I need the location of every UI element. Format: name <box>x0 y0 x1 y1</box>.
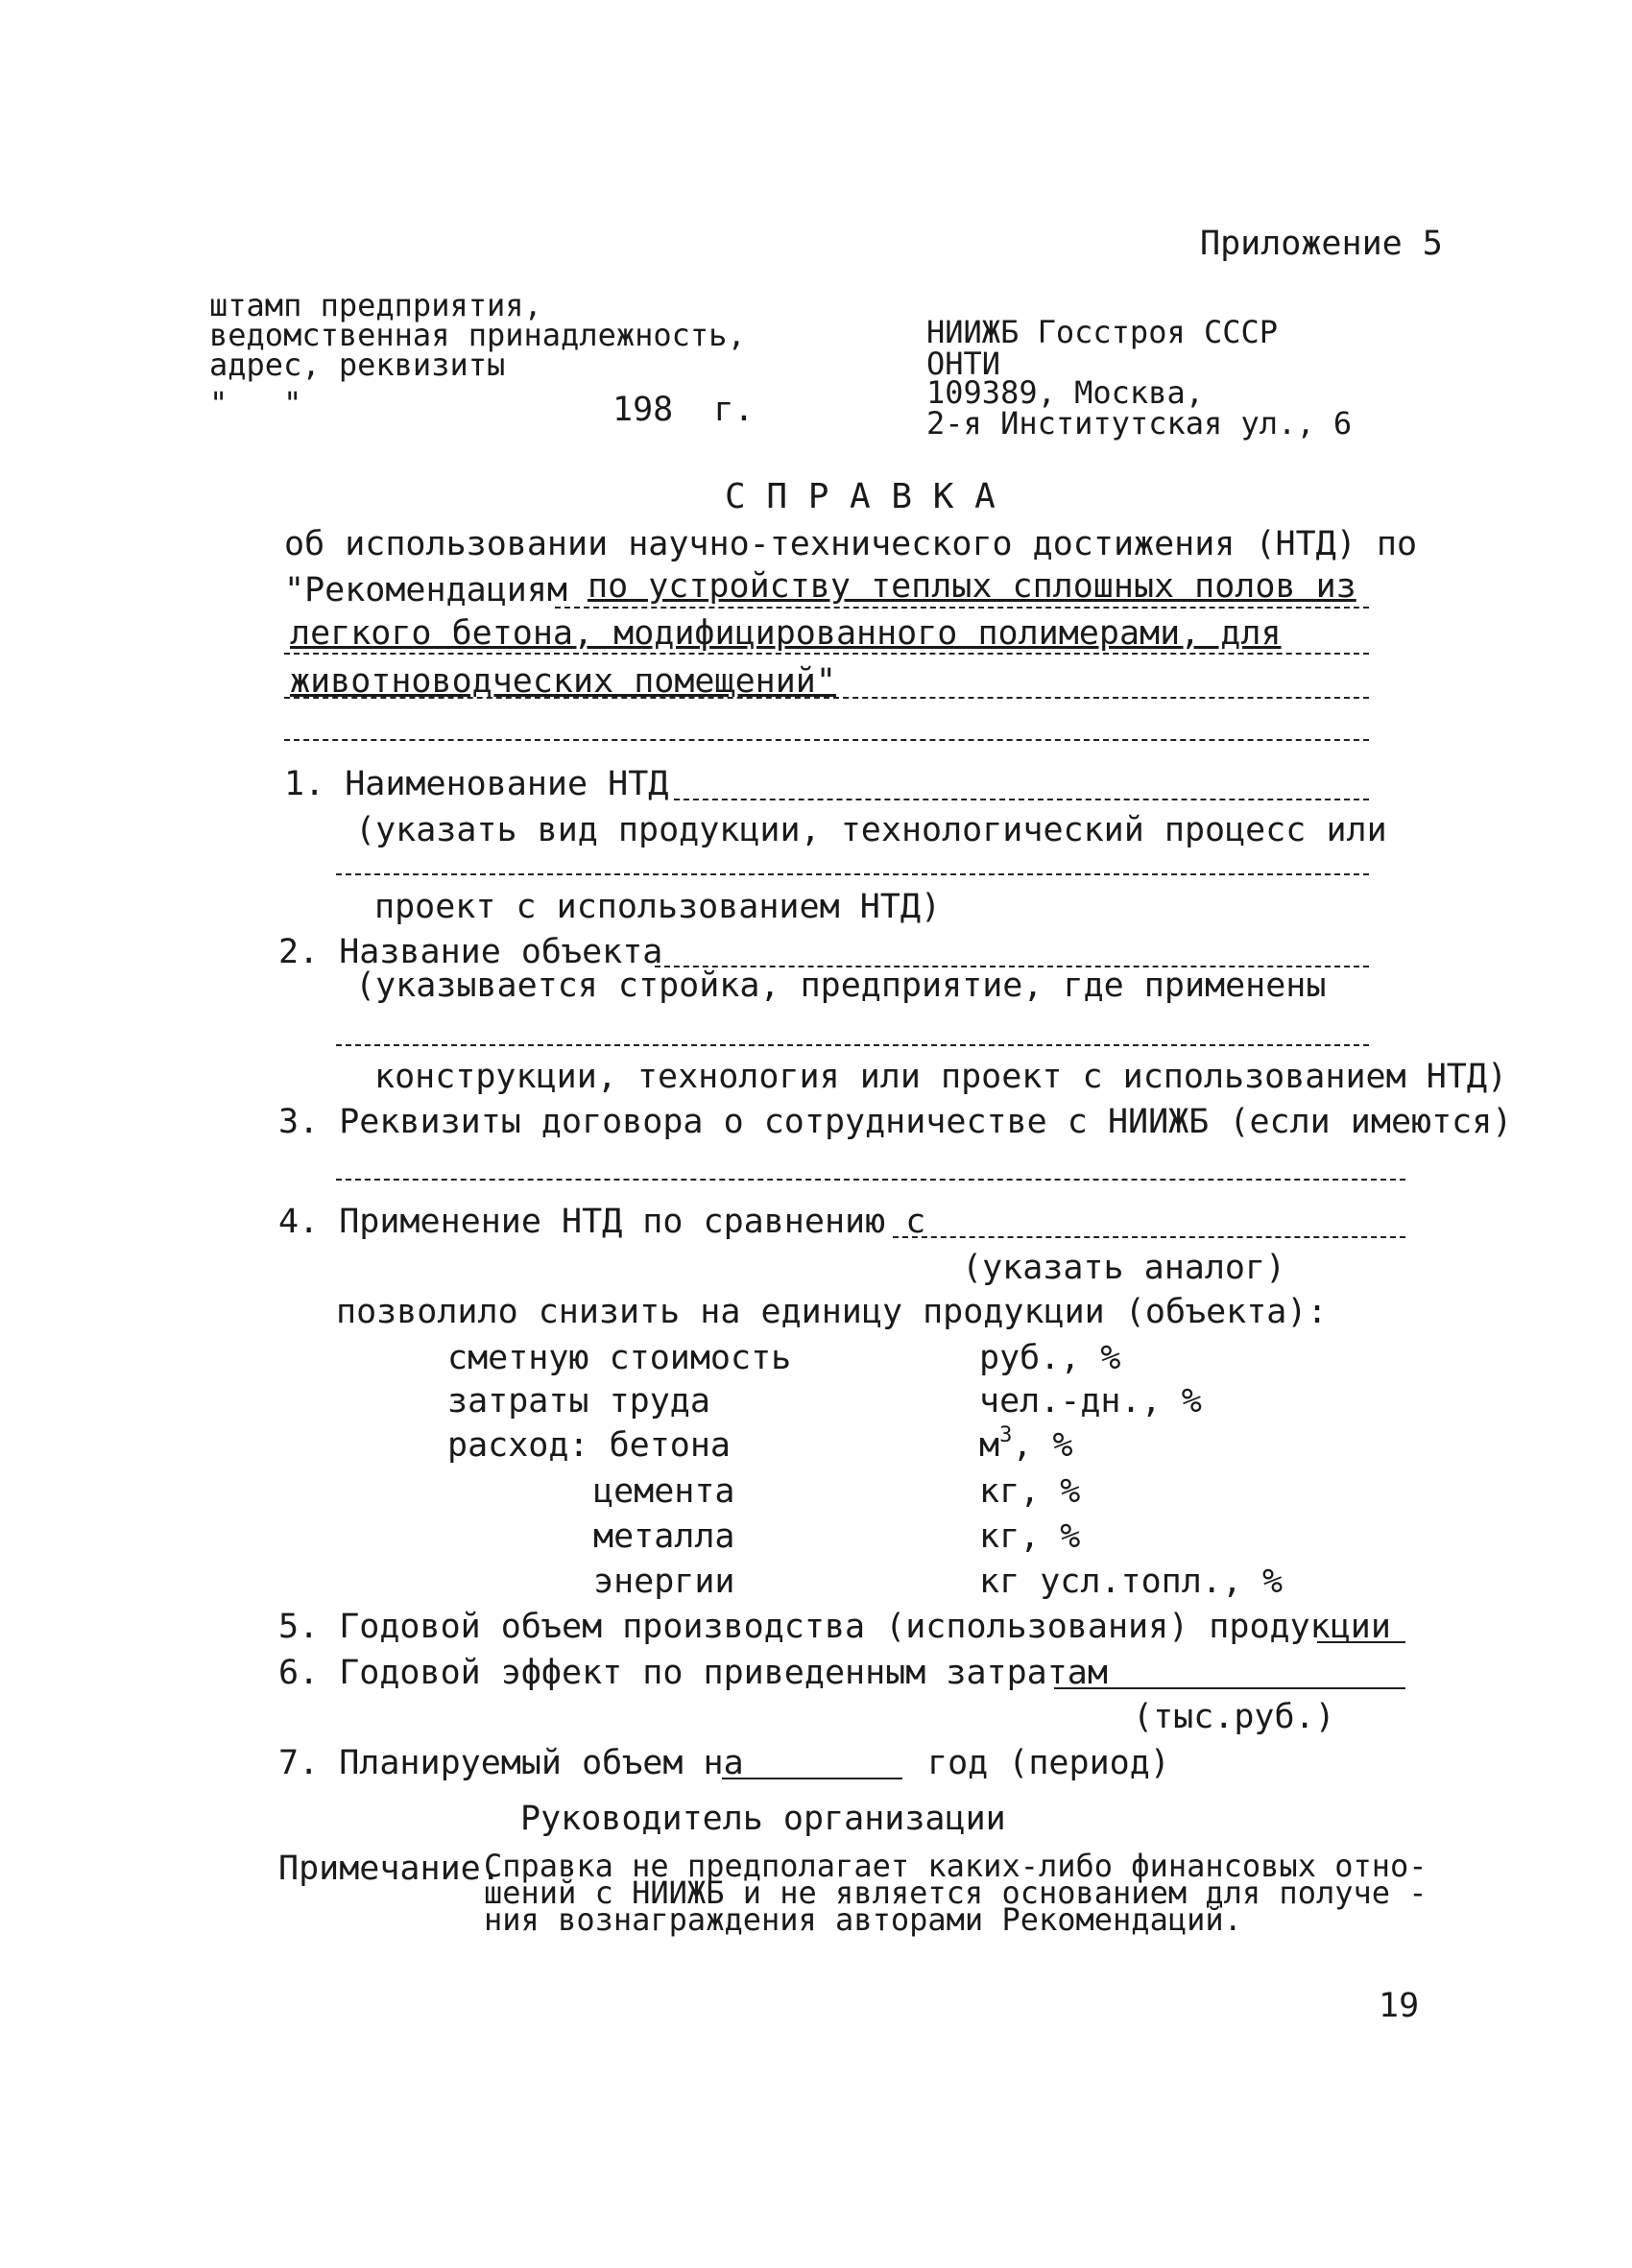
saving-cement-unit: кг, % <box>979 1472 1081 1511</box>
topic-line-2: легкого бетона, модифицированного полимерами, для <box>290 614 1282 653</box>
saving-labor-unit: чел.-дн., % <box>979 1382 1202 1420</box>
recipient-line-4: 2-я Институтская ул., 6 <box>926 405 1353 442</box>
item-4-label: 4. Применение НТД по сравнению с <box>278 1203 926 1241</box>
item-3-label: 3. Реквизиты договора о сотрудничестве с НИИЖБ (если имеются) <box>278 1103 1513 1141</box>
topic-line-3: животноводческих помещений" <box>290 662 836 701</box>
item-2-note-1: (указывается стройка, предприятие, где применены <box>355 967 1327 1005</box>
note-label: Примечание. <box>278 1850 501 1888</box>
item-1-field[interactable] <box>674 799 1369 800</box>
topic-underline-1 <box>555 607 1369 609</box>
item-6-label: 6. Годовой эффект по приведенным затратам <box>278 1654 1108 1692</box>
saving-cost-unit: руб., % <box>979 1339 1121 1377</box>
item-5-field[interactable] <box>1317 1641 1405 1643</box>
saving-metal-unit: кг, % <box>979 1517 1081 1556</box>
intro-rec-prefix: "Рекомендациям <box>284 571 568 609</box>
saving-energy-label: энергии <box>593 1563 735 1601</box>
item-6-field[interactable] <box>1054 1687 1405 1689</box>
date-year: 198 г. <box>612 391 755 429</box>
saving-concrete-label: расход: бетона <box>447 1426 732 1465</box>
page-number: 19 <box>1379 1987 1420 2025</box>
item-1-label: 1. Наименование НТД <box>284 765 669 803</box>
intro-line-1: об использовании научно-технического достижения (НТД) по <box>284 525 1418 563</box>
saving-energy-unit: кг усл.топл., % <box>979 1563 1284 1601</box>
stamp-line-1: штамп предприятия, <box>209 287 542 323</box>
saving-concrete-unit: $м^3$, % <box>979 1423 1073 1465</box>
stamp-line-3: адрес, реквизиты <box>209 346 506 383</box>
item-7-suffix: год (период) <box>927 1744 1170 1782</box>
item-4-analog-note: (указать аналог) <box>962 1249 1286 1287</box>
saving-cement-label: цемента <box>593 1472 735 1511</box>
item-3-field[interactable] <box>336 1179 1405 1181</box>
item-2-blank[interactable] <box>336 1044 1369 1046</box>
saving-cost-label: сметную стоимость <box>447 1339 792 1377</box>
saving-labor-label: затраты труда <box>447 1382 710 1420</box>
item-7-field[interactable] <box>722 1778 902 1779</box>
stamp-line-2: ведомственная принадлежность, <box>209 317 746 353</box>
appendix-label: Приложение 5 <box>1200 225 1443 263</box>
document-title: С П Р А В К А <box>725 477 996 516</box>
topic-line-1: по устройству теплых сплошных полов из <box>588 567 1356 606</box>
item-5-label: 5. Годовой объем производства (использования) продукции <box>278 1608 1391 1646</box>
item-2-label: 2. Название объекта <box>278 933 663 971</box>
note-line-3: ния вознаграждения авторами Рекомендаций. <box>484 1901 1242 1938</box>
recipient-line-3: 109389, Москва, <box>926 374 1204 411</box>
blank-line-intro <box>284 739 1369 741</box>
item-2-note-2: конструкции, технология или проект с использованием НТД) <box>374 1058 1508 1096</box>
item-7-label: 7. Планируемый объем на <box>278 1744 744 1782</box>
note-line-1: Справка не предполагает каких-либо финансовых отно- <box>484 1848 1428 1884</box>
signature-label: Руководитель организации <box>520 1800 1006 1838</box>
item-4-reduce-text: позволило снизить на единицу продукции (объекта): <box>336 1293 1328 1331</box>
item-1-note-2: проект с использованием НТД) <box>374 888 942 926</box>
recipient-line-1: НИИЖБ Госстроя СССР <box>926 314 1279 350</box>
item-1-blank[interactable] <box>336 873 1369 875</box>
saving-metal-label: металла <box>593 1517 735 1556</box>
date-quotes: " " <box>209 385 302 421</box>
topic-underline-2 <box>284 653 1369 655</box>
item-6-unit: (тыс.руб.) <box>1133 1698 1335 1736</box>
item-4-field[interactable] <box>893 1236 1405 1238</box>
note-line-2: шений с НИИЖБ и не является основанием для получе - <box>484 1874 1428 1911</box>
recipient-line-2: ОНТИ <box>926 346 1001 382</box>
item-1-note-1: (указать вид продукции, технологический процесс или <box>355 811 1387 849</box>
